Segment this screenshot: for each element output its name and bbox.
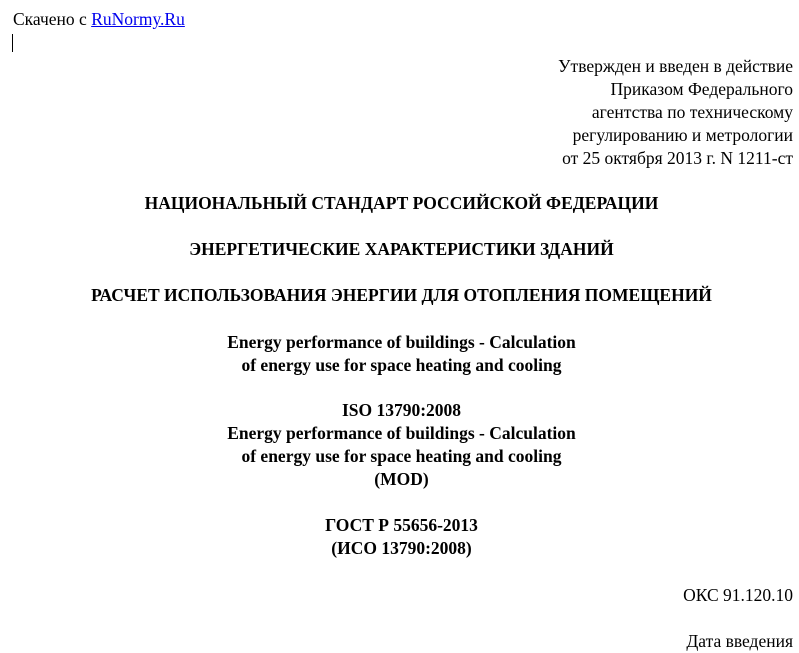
standard-title: НАЦИОНАЛЬНЫЙ СТАНДАРТ РОССИЙСКОЙ ФЕДЕРАЦИИ <box>144 193 659 213</box>
gost-code: ГОСТ Р 55656-2013 <box>325 515 478 535</box>
approval-line: регулированию и метрологии <box>572 125 793 145</box>
runormy-link[interactable]: RuNormy.Ru <box>91 9 185 29</box>
gost-block <box>0 514 799 560</box>
intro-date-label: Дата введения <box>686 631 793 651</box>
source-line <box>13 8 185 31</box>
english-title-line: of energy use for space heating and cooling <box>241 355 562 375</box>
iso-block <box>0 399 799 491</box>
approval-line: Приказом Федерального <box>610 79 793 99</box>
approval-line: Утвержден и введен в действие <box>558 56 793 76</box>
english-title-block <box>0 331 799 377</box>
gost-iso-ref: (ИСО 13790:2008) <box>331 538 472 558</box>
downloaded-from-label: Скачено с <box>13 9 87 29</box>
approval-block <box>558 55 793 170</box>
iso-modification: (MOD) <box>374 469 429 489</box>
iso-title-line: of energy use for space heating and cooling <box>241 446 562 466</box>
oks-code: ОКС 91.120.10 <box>683 585 793 605</box>
subject-title: ЭНЕРГЕТИЧЕСКИЕ ХАРАКТЕРИСТИКИ ЗДАНИЙ <box>189 239 614 259</box>
iso-code: ISO 13790:2008 <box>341 400 462 420</box>
approval-line: агентства по техническому <box>591 102 793 122</box>
english-title-line: Energy performance of buildings - Calculation <box>227 332 576 352</box>
text-cursor <box>12 34 13 52</box>
document-name-title: РАСЧЕТ ИСПОЛЬЗОВАНИЯ ЭНЕРГИИ ДЛЯ ОТОПЛЕНИЯ ПОМЕЩЕНИЙ <box>91 285 712 305</box>
iso-title-line: Energy performance of buildings - Calculation <box>227 423 576 443</box>
approval-line: от 25 октября 2013 г. N 1211-ст <box>562 148 793 168</box>
